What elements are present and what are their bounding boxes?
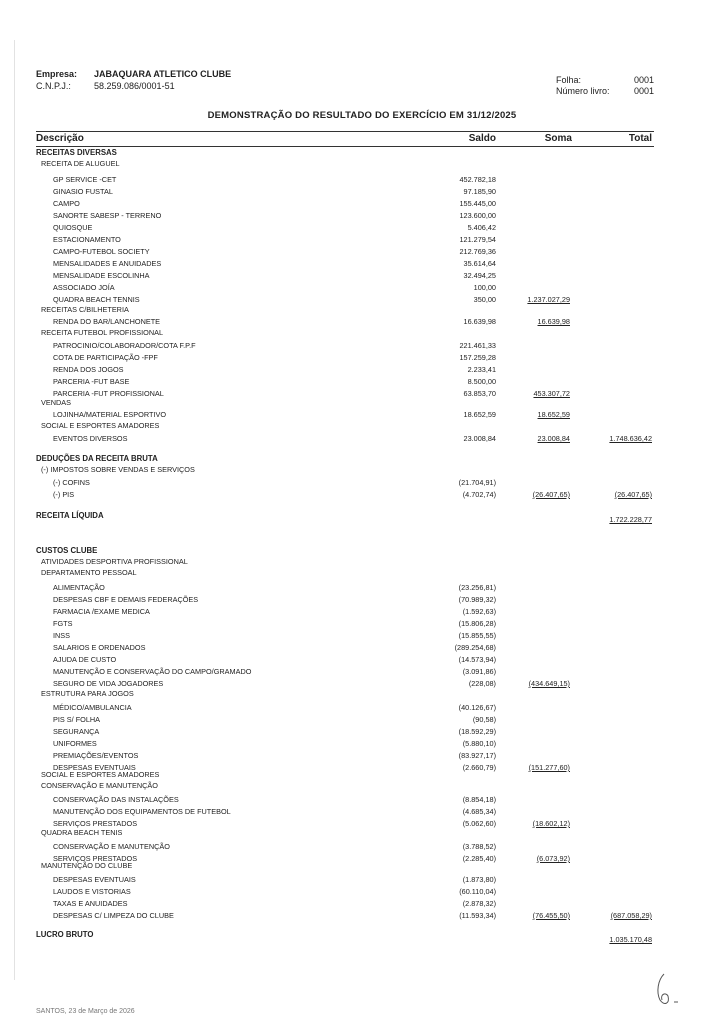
row-total-value: (687.058,29) bbox=[610, 911, 652, 920]
table-row bbox=[0, 738, 724, 749]
row-saldo-value: 18.652,59 bbox=[463, 410, 496, 419]
table-row bbox=[0, 327, 724, 338]
row-saldo-value: (4.702,74) bbox=[462, 490, 496, 499]
row-description: (-) IMPOSTOS SOBRE VENDAS E SERVIÇOS bbox=[41, 465, 195, 474]
row-description: MANUTENÇÃO DOS EQUIPAMENTOS DE FUTEBOL bbox=[53, 807, 231, 816]
table-row bbox=[0, 158, 724, 169]
livro-value: 0001 bbox=[634, 86, 655, 96]
column-header-description: Descrição bbox=[36, 133, 84, 144]
row-saldo-value: (2.660,79) bbox=[462, 763, 496, 772]
row-description: LAUDOS E VISTORIAS bbox=[53, 887, 131, 896]
row-saldo-value: 8.500,00 bbox=[467, 377, 496, 386]
row-saldo-value: (11.593,34) bbox=[459, 911, 496, 920]
row-saldo-value: (40.126,67) bbox=[458, 703, 496, 712]
row-saldo-value: (14.573,94) bbox=[458, 655, 496, 664]
table-row bbox=[0, 234, 724, 245]
row-saldo-value: 212.769,36 bbox=[459, 247, 496, 256]
row-description: MANUTENÇÃO E CONSERVAÇÃO DO CAMPO/GRAMADO bbox=[53, 667, 252, 676]
table-row bbox=[0, 489, 724, 500]
table-row bbox=[0, 582, 724, 593]
row-description: DESPESAS EVENTUAIS bbox=[53, 763, 136, 772]
row-saldo-value: (1.873,80) bbox=[462, 875, 496, 884]
row-soma-value: 18.652,59 bbox=[537, 410, 570, 419]
row-soma-value: 16.639,98 bbox=[537, 317, 570, 326]
row-description: RECEITA DE ALUGUEL bbox=[41, 159, 120, 168]
row-saldo-value: 123.600,00 bbox=[459, 211, 496, 220]
row-description: RECEITA FUTEBOL PROFISSIONAL bbox=[41, 328, 164, 337]
table-row bbox=[0, 934, 724, 945]
column-header-soma: Soma bbox=[544, 133, 572, 144]
row-saldo-value: (70.989,32) bbox=[458, 595, 496, 604]
table-row bbox=[0, 750, 724, 761]
table-row bbox=[0, 282, 724, 293]
row-description: QUADRA BEACH TENNIS bbox=[53, 295, 140, 304]
row-saldo-value: (5.062,60) bbox=[462, 819, 496, 828]
table-row bbox=[0, 630, 724, 641]
row-total-value: 1.748.636,42 bbox=[609, 434, 652, 443]
row-saldo-value: (15.855,55) bbox=[458, 631, 496, 640]
row-saldo-value: 155.445,00 bbox=[459, 199, 496, 208]
row-description: SOCIAL E ESPORTES AMADORES bbox=[41, 421, 160, 430]
table-row bbox=[0, 860, 724, 871]
row-saldo-value: (5.880,10) bbox=[462, 739, 496, 748]
table-row bbox=[0, 827, 724, 838]
row-saldo-value: (21.704,91) bbox=[458, 478, 496, 487]
row-description: ATIVIDADES DESPORTIVA PROFISSIONAL bbox=[41, 557, 188, 566]
table-row bbox=[0, 409, 724, 420]
row-description: MENSALIDADES E ANUIDADES bbox=[53, 259, 162, 268]
table-row bbox=[0, 453, 724, 464]
row-description: ESTRUTURA PARA JOGOS bbox=[41, 689, 134, 698]
row-description: CONSERVAÇÃO E MANUTENÇÃO bbox=[41, 781, 158, 790]
row-description: RECEITAS C/BILHETERIA bbox=[41, 305, 129, 314]
row-description: DEDUÇÕES DA RECEITA BRUTA bbox=[36, 454, 158, 463]
row-description: ESTACIONAMENTO bbox=[53, 235, 121, 244]
row-description: PIS S/ FOLHA bbox=[53, 715, 101, 724]
row-saldo-value: (23.256,81) bbox=[458, 583, 496, 592]
row-description: COTA DE PARTICIPAÇÃO -FPF bbox=[53, 353, 158, 362]
livro-label: Número livro: bbox=[556, 86, 610, 96]
table-row bbox=[0, 258, 724, 269]
row-saldo-value: 2.233,41 bbox=[467, 365, 496, 374]
footer-place-date: SANTOS, 23 de Março de 2026 bbox=[36, 1008, 135, 1015]
header-rule-top bbox=[36, 131, 654, 132]
table-row bbox=[0, 198, 724, 209]
row-soma-value: (18.602,12) bbox=[532, 819, 570, 828]
table-row bbox=[0, 594, 724, 605]
row-description: VENDAS bbox=[41, 398, 72, 407]
table-row bbox=[0, 246, 724, 257]
table-row bbox=[0, 567, 724, 578]
row-description: GP SERVICE -CET bbox=[53, 175, 117, 184]
row-total-value: (26.407,65) bbox=[614, 490, 652, 499]
row-description: (-) COFINS bbox=[53, 478, 90, 487]
row-description: MÉDICO/AMBULANCIA bbox=[53, 703, 132, 712]
row-saldo-value: 35.614,64 bbox=[463, 259, 496, 268]
row-saldo-value: (2.878,32) bbox=[462, 899, 496, 908]
table-row bbox=[0, 642, 724, 653]
table-row bbox=[0, 618, 724, 629]
row-saldo-value: (90,58) bbox=[472, 715, 496, 724]
table-row bbox=[0, 352, 724, 363]
row-description: FGTS bbox=[53, 619, 73, 628]
row-saldo-value: (8.854,18) bbox=[462, 795, 496, 804]
row-description: UNIFORMES bbox=[53, 739, 97, 748]
row-description: RENDA DO BAR/LANCHONETE bbox=[53, 317, 161, 326]
row-description: AJUDA DE CUSTO bbox=[53, 655, 117, 664]
table-row bbox=[0, 340, 724, 351]
row-soma-value: (26.407,65) bbox=[532, 490, 570, 499]
row-description: MENSALIDADE ESCOLINHA bbox=[53, 271, 150, 280]
row-description: LOJINHA/MATERIAL ESPORTIVO bbox=[53, 410, 166, 419]
table-row bbox=[0, 376, 724, 387]
table-row bbox=[0, 666, 724, 677]
row-description: QUIOSQUE bbox=[53, 223, 93, 232]
table-row bbox=[0, 464, 724, 475]
row-soma-value: 23.008,84 bbox=[537, 434, 570, 443]
table-row bbox=[0, 886, 724, 897]
row-saldo-value: (60.110,04) bbox=[459, 887, 496, 896]
table-row bbox=[0, 556, 724, 567]
row-saldo-value: 121.279,54 bbox=[459, 235, 496, 244]
table-row bbox=[0, 898, 724, 909]
table-row bbox=[0, 316, 724, 327]
folha-value: 0001 bbox=[634, 75, 655, 85]
row-description: RECEITAS DIVERSAS bbox=[36, 148, 117, 157]
row-description: QUADRA BEACH TENIS bbox=[41, 828, 123, 837]
row-soma-value: (151.277,60) bbox=[528, 763, 570, 772]
row-description: DESPESAS EVENTUAIS bbox=[53, 875, 136, 884]
table-row bbox=[0, 433, 724, 444]
row-saldo-value: 32.494,25 bbox=[463, 271, 496, 280]
row-description: CONSERVAÇÃO E MANUTENÇÃO bbox=[53, 842, 170, 851]
row-description: SOCIAL E ESPORTES AMADORES bbox=[41, 770, 160, 779]
row-saldo-value: (3.091,86) bbox=[462, 667, 496, 676]
row-description: PARCERIA -FUT PROFISSIONAL bbox=[53, 389, 164, 398]
table-row bbox=[0, 186, 724, 197]
row-description: RENDA DOS JOGOS bbox=[53, 365, 124, 374]
row-description: GINASIO FUSTAL bbox=[53, 187, 113, 196]
row-soma-value: (434.649,15) bbox=[528, 679, 570, 688]
cnpj-value: 58.259.086/0001-51 bbox=[94, 81, 175, 91]
row-saldo-value: (18.592,29) bbox=[458, 727, 496, 736]
row-description: DEPARTAMENTO PESSOAL bbox=[41, 568, 137, 577]
table-row bbox=[0, 606, 724, 617]
row-saldo-value: 63.853,70 bbox=[463, 389, 496, 398]
row-saldo-value: (3.788,52) bbox=[462, 842, 496, 851]
table-row bbox=[0, 726, 724, 737]
table-row bbox=[0, 514, 724, 525]
table-row bbox=[0, 174, 724, 185]
row-description: CONSERVAÇÃO DAS INSTALAÇÕES bbox=[53, 795, 179, 804]
table-row bbox=[0, 769, 724, 780]
row-saldo-value: 100,00 bbox=[473, 283, 496, 292]
table-row bbox=[0, 794, 724, 805]
row-description: ALIMENTAÇÃO bbox=[53, 583, 105, 592]
table-row bbox=[0, 545, 724, 556]
table-row bbox=[0, 210, 724, 221]
table-row bbox=[0, 397, 724, 408]
signature-mark bbox=[648, 970, 684, 1010]
row-description: DESPESAS CBF E DEMAIS FEDERAÇÕES bbox=[53, 595, 199, 604]
row-saldo-value: 350,00 bbox=[473, 295, 496, 304]
row-description: RECEITA LÍQUIDA bbox=[36, 511, 104, 520]
cnpj-label: C.N.P.J.: bbox=[36, 81, 71, 91]
table-row bbox=[0, 874, 724, 885]
row-description: (-) PIS bbox=[53, 490, 75, 499]
row-saldo-value: 23.008,84 bbox=[463, 434, 496, 443]
table-row bbox=[0, 806, 724, 817]
document-title: DEMONSTRAÇÃO DO RESULTADO DO EXERCÍCIO EM 31/12/2025 bbox=[207, 110, 517, 121]
row-saldo-value: (1.592,63) bbox=[462, 607, 496, 616]
row-saldo-value: (2.285,40) bbox=[462, 854, 496, 863]
row-saldo-value: (4.685,34) bbox=[462, 807, 496, 816]
table-row bbox=[0, 841, 724, 852]
table-row bbox=[0, 780, 724, 791]
table-row bbox=[0, 304, 724, 315]
row-soma-value: (6.073,92) bbox=[536, 854, 570, 863]
row-description: CAMPO bbox=[53, 199, 80, 208]
row-description: SERVIÇOS PRESTADOS bbox=[53, 819, 138, 828]
row-total-value: 1.722.228,77 bbox=[609, 515, 652, 524]
row-total-value: 1.035.170,48 bbox=[609, 935, 652, 944]
table-row bbox=[0, 702, 724, 713]
row-saldo-value: 5.406,42 bbox=[467, 223, 496, 232]
row-saldo-value: (83.927,17) bbox=[458, 751, 496, 760]
row-description: CUSTOS CLUBE bbox=[36, 546, 98, 555]
table-row bbox=[0, 910, 724, 921]
row-description: SALARIOS E ORDENADOS bbox=[53, 643, 146, 652]
row-soma-value: 453.307,72 bbox=[533, 389, 570, 398]
table-row bbox=[0, 654, 724, 665]
row-saldo-value: 157.259,28 bbox=[459, 353, 496, 362]
row-description: SERVIÇOS PRESTADOS bbox=[53, 854, 138, 863]
table-row bbox=[0, 714, 724, 725]
table-row bbox=[0, 420, 724, 431]
row-description: FARMACIA /EXAME MEDICA bbox=[53, 607, 150, 616]
row-description: SEGURANÇA bbox=[53, 727, 100, 736]
table-row bbox=[0, 688, 724, 699]
row-saldo-value: 221.461,33 bbox=[459, 341, 496, 350]
row-description: SEGURO DE VIDA JOGADORES bbox=[53, 679, 164, 688]
row-description: MANUTENÇÃO DO CLUBE bbox=[41, 861, 133, 870]
row-soma-value: 1.237.027,29 bbox=[527, 295, 570, 304]
table-row bbox=[0, 477, 724, 488]
row-saldo-value: (228,08) bbox=[468, 679, 496, 688]
row-saldo-value: 97.185,90 bbox=[463, 187, 496, 196]
row-saldo-value: (289.254,68) bbox=[454, 643, 496, 652]
row-description: INSS bbox=[53, 631, 71, 640]
row-description: CAMPO-FUTEBOL SOCIETY bbox=[53, 247, 150, 256]
row-description: PATROCINIO/COLABORADOR/COTA F.P.F bbox=[53, 341, 196, 350]
table-row bbox=[0, 364, 724, 375]
column-header-total: Total bbox=[628, 133, 652, 144]
company-name: JABAQUARA ATLETICO CLUBE bbox=[94, 69, 232, 79]
row-saldo-value: 16.639,98 bbox=[463, 317, 496, 326]
column-header-saldo: Saldo bbox=[468, 133, 496, 144]
row-saldo-value: 452.782,18 bbox=[459, 175, 496, 184]
row-description: EVENTOS DIVERSOS bbox=[53, 434, 128, 443]
row-description: ASSOCIADO JOÍA bbox=[53, 283, 115, 292]
row-description: SANORTE SABESP - TERRENO bbox=[53, 211, 162, 220]
row-description: LUCRO BRUTO bbox=[36, 930, 94, 939]
row-description: TAXAS E ANUIDADES bbox=[53, 899, 128, 908]
row-description: PREMIAÇÕES/EVENTOS bbox=[53, 751, 139, 760]
table-row bbox=[0, 222, 724, 233]
folha-label: Folha: bbox=[556, 75, 582, 85]
row-soma-value: (76.455,50) bbox=[532, 911, 570, 920]
row-saldo-value: (15.806,28) bbox=[458, 619, 496, 628]
table-row bbox=[0, 270, 724, 281]
row-description: DESPESAS C/ LIMPEZA DO CLUBE bbox=[53, 911, 174, 920]
company-label: Empresa: bbox=[36, 69, 78, 79]
row-description: PARCERIA -FUT BASE bbox=[53, 377, 130, 386]
table-row bbox=[0, 147, 724, 158]
